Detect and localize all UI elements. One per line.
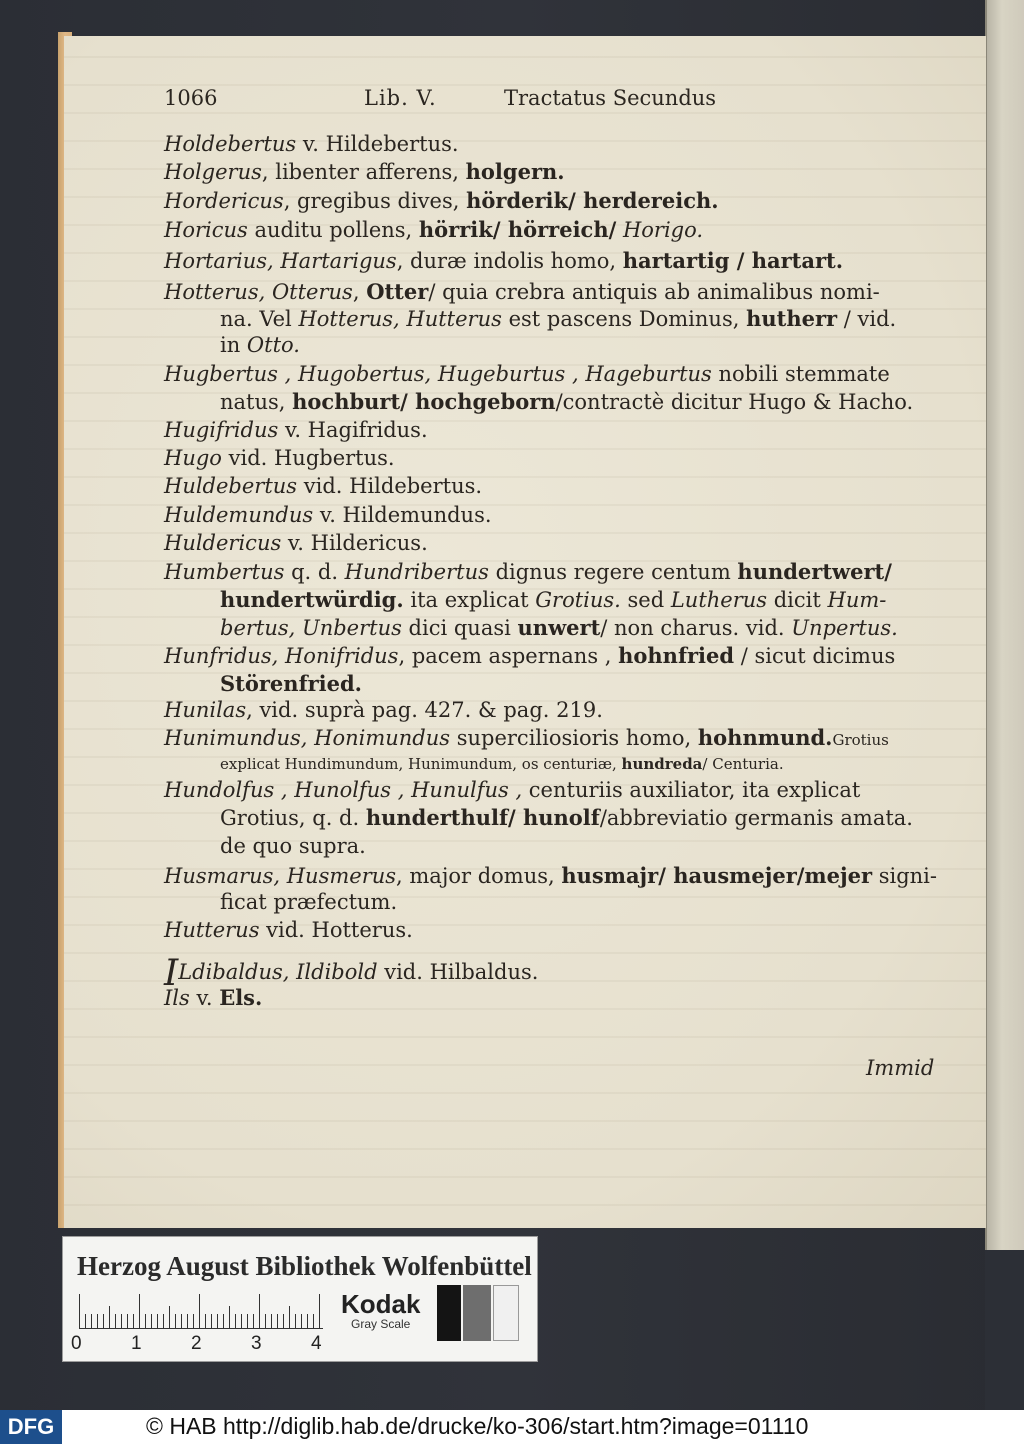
- ruler-tick: [145, 1314, 146, 1328]
- ruler-tick: [205, 1314, 206, 1328]
- entry-text: , pacem aspernans ,: [398, 644, 619, 668]
- ruler-tick: [163, 1314, 164, 1328]
- ruler-tick: [139, 1294, 140, 1328]
- entry-text: hohnmund.: [697, 725, 833, 750]
- entry-text: Huldericus: [164, 531, 282, 555]
- book-number: Lib. V.: [364, 86, 437, 110]
- entry-text: Hugbertus , Hugobertus, Hugeburtus , Hageburtus: [164, 362, 712, 386]
- entry-text: , vid. suprà pag. 427. & pag. 219.: [246, 698, 603, 722]
- entry-text: vid. Hilbaldus.: [377, 960, 539, 984]
- ruler-tick: [289, 1306, 290, 1328]
- entry-text: nobili stemmate: [711, 362, 890, 386]
- entry-text: / sicut dicimus: [734, 644, 896, 668]
- black-swatch: [437, 1285, 461, 1341]
- entry-text: Huldebertus: [164, 474, 298, 498]
- entry-text: vid. Hotterus.: [259, 918, 413, 942]
- entry-text: Holdebertus: [164, 132, 297, 156]
- dfg-logo: DFG: [0, 1410, 62, 1444]
- entry-text: explicat Hundimundum, Hunimundum, os centuriæ,: [220, 755, 622, 773]
- entry-text: Hutterus: [164, 918, 260, 942]
- ruler-tick: [181, 1314, 182, 1328]
- entry-line: [164, 247, 843, 275]
- entry-text: centuriis auxiliator, ita explicat: [522, 778, 861, 802]
- ruler-tick: [91, 1314, 92, 1328]
- ruler-tick: [103, 1314, 104, 1328]
- entry-text: Humbertus: [164, 560, 285, 584]
- ruler-number: 2: [191, 1333, 202, 1354]
- ruler-tick: [211, 1314, 212, 1328]
- entry-text: Els.: [219, 985, 263, 1010]
- entry-text: / vid.: [837, 307, 897, 331]
- entry-text: /abbreviatio germanis amata.: [599, 806, 913, 830]
- entry-text: superciliosioris homo,: [450, 726, 698, 750]
- entry-text: Hunilas: [164, 698, 247, 722]
- entry-text: vid. Hugbertus.: [221, 446, 395, 470]
- entry-text: ita explicat: [403, 588, 536, 612]
- entry-line: [164, 642, 895, 670]
- entry-text: v. Hildericus.: [281, 531, 428, 555]
- entry-text: est pascens Dominus,: [501, 307, 747, 331]
- ruler-tick: [253, 1314, 254, 1328]
- entry-text: I: [164, 953, 179, 994]
- entry-text: husmajr/ hausmejer/mejer: [561, 863, 873, 888]
- entry-text: hunderthulf/ hunolf: [365, 805, 600, 830]
- entry-line: [164, 953, 539, 994]
- entry-line: [164, 472, 482, 500]
- entry-text: Hunimundus, Honimundus: [164, 726, 451, 750]
- ruler-numbers: [71, 1333, 331, 1357]
- ruler-tick: [109, 1306, 110, 1328]
- entry-line: [164, 529, 428, 557]
- gray-swatch: [463, 1285, 491, 1341]
- entry-text: Grotius: [832, 731, 889, 749]
- entry-text: Hundolfus , Hunolfus , Hunulfus ,: [164, 778, 523, 802]
- ruler-tick: [127, 1314, 128, 1328]
- entry-text: hartartig / hartart.: [622, 248, 844, 273]
- entry-text: v.: [189, 986, 220, 1010]
- entry-line: [220, 388, 913, 416]
- entry-line: [164, 187, 719, 215]
- entry-line: [164, 501, 492, 529]
- page-number: 1066: [164, 86, 218, 110]
- brand-subtitle: Gray Scale: [351, 1317, 411, 1331]
- ruler-tick: [235, 1314, 236, 1328]
- ruler-tick: [151, 1314, 152, 1328]
- ruler-tick: [217, 1314, 218, 1328]
- ruler-tick: [229, 1306, 230, 1328]
- entry-text: Hundribertus: [344, 560, 489, 584]
- entry-text: auditu pollens,: [247, 218, 419, 242]
- entry-text: signi-: [872, 864, 937, 888]
- entry-line: [164, 444, 395, 472]
- ruler-tick: [265, 1314, 266, 1328]
- entry-text: , libenter afferens,: [261, 160, 466, 184]
- ruler-tick: [121, 1314, 122, 1328]
- treatise-title: Tractatus Secundus: [504, 86, 717, 110]
- entry-text: dici quasi: [401, 616, 518, 640]
- entry-text: Otto.: [246, 333, 300, 357]
- ruler-tick: [301, 1314, 302, 1328]
- ruler-number: 1: [131, 1333, 142, 1354]
- ruler-tick: [169, 1306, 170, 1328]
- entry-text: hochburt/ hochgeborn: [292, 389, 556, 414]
- ruler-tick: [157, 1314, 158, 1328]
- library-label-card: [62, 1236, 538, 1362]
- entry-text: / quia crebra antiquis ab animalibus nomi-: [428, 280, 880, 304]
- ruler-tick: [247, 1314, 248, 1328]
- entry-line: [164, 360, 890, 388]
- entry-text: hundertwert/: [737, 559, 892, 584]
- entry-text: Otter: [366, 279, 429, 304]
- entry-text: v. Hildemundus.: [313, 503, 492, 527]
- entry-text: bertus, Unbertus: [220, 616, 402, 640]
- entry-text: Holgerus: [164, 160, 262, 184]
- ruler-tick: [271, 1314, 272, 1328]
- entry-line: [164, 130, 459, 158]
- entry-text: Unpertus.: [791, 616, 898, 640]
- ruler-tick: [241, 1314, 242, 1328]
- entry-text: Grotius, q. d.: [220, 806, 366, 830]
- entry-line: [164, 984, 262, 1012]
- entry-text: ficat præfectum.: [220, 890, 398, 914]
- footer-bar: [0, 1410, 1024, 1444]
- ruler-tick: [97, 1314, 98, 1328]
- entry-text: Hotterus, Hutterus: [298, 307, 502, 331]
- ruler-tick: [79, 1294, 80, 1328]
- entry-text: hutherr: [746, 306, 838, 331]
- ruler-tick: [307, 1314, 308, 1328]
- ruler-tick: [193, 1314, 194, 1328]
- ruler-tick: [115, 1314, 116, 1328]
- ruler-tick: [223, 1314, 224, 1328]
- entry-line: [220, 614, 898, 642]
- entry-text: de quo supra.: [220, 834, 366, 858]
- running-header: [164, 86, 764, 116]
- ruler-tick: [259, 1294, 260, 1328]
- ruler-tick: [133, 1314, 134, 1328]
- entry-text: Ils: [164, 986, 190, 1010]
- entry-text: q. d.: [284, 560, 345, 584]
- entry-line: [164, 916, 413, 944]
- entry-text: hörderik/ herdereich.: [466, 188, 719, 213]
- brand-name: Kodak: [341, 1289, 421, 1319]
- ruler-tick: [175, 1314, 176, 1328]
- entry-text: Lutherus: [670, 588, 768, 612]
- entry-text: dignus regere centum: [488, 560, 738, 584]
- entry-text: v. Hagifridus.: [278, 418, 428, 442]
- entry-line: [164, 558, 892, 586]
- entry-text: sed: [620, 588, 671, 612]
- copyright-credit[interactable]: © HAB http://diglib.hab.de/drucke/ko-306/start.htm?image=01110: [146, 1413, 809, 1439]
- entry-text: , gregibus dives,: [283, 189, 467, 213]
- ruler-tick: [187, 1314, 188, 1328]
- entry-line: [220, 832, 366, 860]
- entry-text: Hugo: [164, 446, 222, 470]
- library-name: Herzog August Bibliothek Wolfenbüttel: [77, 1251, 532, 1281]
- entry-line: [164, 278, 880, 306]
- ruler-number: 0: [71, 1333, 82, 1354]
- entry-line: [164, 158, 565, 186]
- ruler-tick: [313, 1314, 314, 1328]
- entry-text: hundreda: [621, 755, 703, 773]
- entry-text: Grotius.: [535, 588, 621, 612]
- entry-line: [164, 416, 428, 444]
- entry-text: unwert: [517, 615, 601, 640]
- entry-text: vid. Hildebertus.: [297, 474, 483, 498]
- entry-text: in: [220, 333, 247, 357]
- entry-text: Ldibaldus, Ildibold: [178, 960, 378, 984]
- entry-line: [220, 748, 784, 776]
- ruler-tick: [199, 1294, 200, 1328]
- entry-text: Hunfridus, Honifridus: [164, 644, 399, 668]
- entry-text: / non charus. vid.: [600, 616, 792, 640]
- entry-line: [220, 804, 913, 832]
- entry-text: ,: [352, 280, 367, 304]
- entry-text: holgern.: [465, 159, 565, 184]
- entry-text: Hum-: [827, 588, 887, 612]
- entry-line: [164, 216, 703, 244]
- entry-text: hohnfried: [618, 643, 735, 668]
- entry-line: [220, 586, 886, 614]
- scale-ruler: [79, 1293, 323, 1329]
- entry-text: Hordericus: [164, 189, 284, 213]
- entry-text: Huldemundus: [164, 503, 314, 527]
- adjacent-page-shadow: [985, 1250, 1024, 1410]
- entry-text: na. Vel: [220, 307, 299, 331]
- entry-text: Hotterus, Otterus: [164, 280, 353, 304]
- ruler-tick: [277, 1314, 278, 1328]
- catchword: Immid: [866, 1056, 935, 1080]
- entry-text: Horigo.: [616, 218, 704, 242]
- ruler-tick: [283, 1314, 284, 1328]
- ruler-tick: [319, 1294, 320, 1328]
- entry-text: Hortarius, Hartarigus: [164, 249, 397, 273]
- entry-text: Störenfried.: [220, 671, 362, 696]
- entry-text: Husmarus, Husmerus: [164, 864, 397, 888]
- entry-text: / Centuria.: [702, 755, 784, 773]
- entry-line: [220, 888, 397, 916]
- entry-text: Horicus: [164, 218, 248, 242]
- ruler-tick: [295, 1314, 296, 1328]
- entry-text: Hugifridus: [164, 418, 279, 442]
- entry-text: hundertwürdig.: [220, 587, 404, 612]
- entry-text: dicit: [767, 588, 828, 612]
- entry-text: natus,: [220, 390, 293, 414]
- adjacent-page-edge: [985, 0, 1024, 1275]
- entry-line: [164, 776, 860, 804]
- entry-line: [220, 331, 300, 359]
- ruler-number: 3: [251, 1333, 262, 1354]
- entry-text: , major domus,: [396, 864, 562, 888]
- entry-text: hörrik/ hörreich/: [418, 217, 617, 242]
- ruler-tick: [85, 1314, 86, 1328]
- white-swatch: [493, 1285, 519, 1341]
- entry-line: [220, 305, 896, 333]
- ruler-number: 4: [311, 1333, 322, 1354]
- entry-line: [164, 696, 603, 724]
- entry-text: v. Hildebertus.: [296, 132, 459, 156]
- entry-line: [220, 670, 362, 698]
- entry-text: /contractè dicitur Hugo & Hacho.: [555, 390, 914, 414]
- entry-text: , duræ indolis homo,: [396, 249, 623, 273]
- entry-line: [164, 862, 937, 890]
